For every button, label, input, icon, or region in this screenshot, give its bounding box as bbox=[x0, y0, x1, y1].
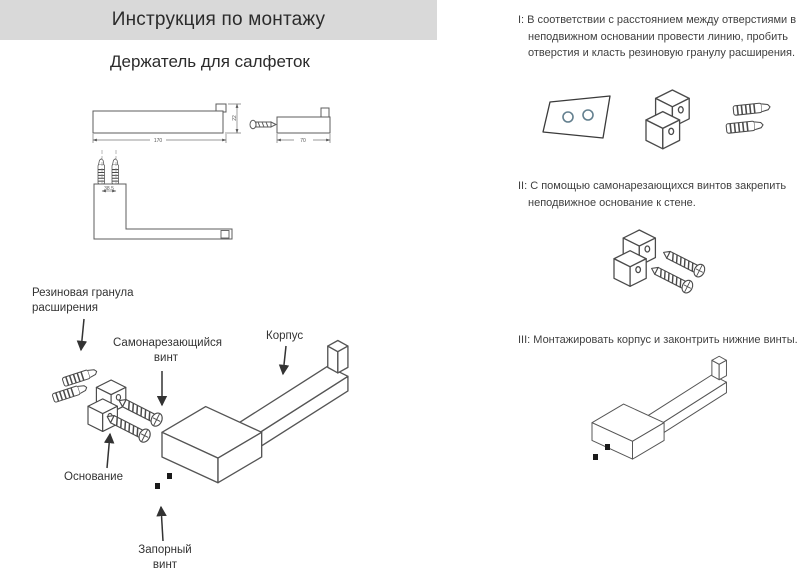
page-title: Инструкция по монтажу bbox=[111, 9, 326, 30]
step-2-text: II: С помощью самонарезающихся винтов закрепить неподвижное основание к стене. bbox=[518, 180, 787, 209]
label-self-tapping-screw: Самонарезающийся винт bbox=[113, 337, 222, 364]
step-3-text: III: Монтажировать корпус и законтрить нижние винты. bbox=[518, 334, 798, 346]
step-1-illustration bbox=[543, 90, 771, 149]
dim-hole-spacing: 38.5 bbox=[104, 186, 114, 192]
step-3-illustration bbox=[592, 356, 726, 460]
step-2-illustration bbox=[614, 230, 707, 295]
exploded-body-part bbox=[162, 340, 348, 482]
label-rubber-anchor: Резиновая гранула расширения bbox=[32, 287, 134, 314]
label-base: Основание bbox=[64, 471, 123, 483]
dim-height: 22 bbox=[232, 115, 238, 121]
tech-side-view bbox=[93, 104, 241, 144]
product-name: Держатель для салфеток bbox=[110, 52, 310, 71]
label-body: Корпус bbox=[266, 330, 304, 342]
exploded-diagram bbox=[52, 319, 348, 541]
dim-length: 170 bbox=[153, 138, 163, 144]
tech-end-view bbox=[250, 108, 330, 144]
tech-top-view bbox=[94, 150, 232, 239]
exploded-anchor-parts bbox=[52, 367, 98, 402]
label-lock-screw: Запорный винт bbox=[138, 544, 192, 571]
step-3-lock-screws bbox=[593, 444, 610, 460]
dim-depth: 70 bbox=[300, 138, 306, 144]
exploded-lock-screws bbox=[155, 473, 172, 489]
step-1-text: I: В соответствии с расстоянием между отверстиями в неподвижном основании провести линию, пробить отверстия и класть резиновую гранулу расширения. bbox=[518, 14, 797, 59]
